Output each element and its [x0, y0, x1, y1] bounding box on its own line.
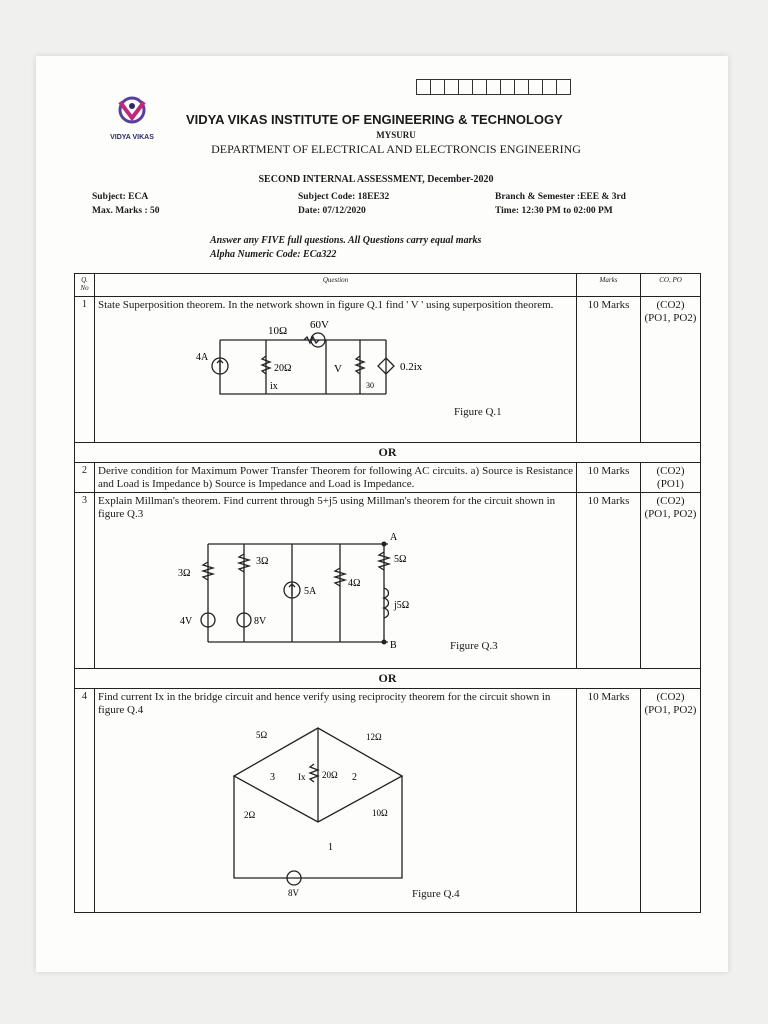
q1-src-label: 4A [196, 351, 209, 363]
subject-code: Subject Code: 18EE32 [298, 192, 390, 202]
q1-r3-label: 30 [366, 380, 374, 390]
header-marks: Marks [577, 274, 641, 297]
q1-dep-label: 0.2ix [400, 360, 423, 373]
q3-r2-label: 3Ω [256, 556, 269, 567]
question-text: State Superposition theorem. In the network shown in figure Q.1 find ' V ' using superposition theorem. [98, 299, 554, 311]
q3-r3-label: 4Ω [348, 578, 361, 589]
co-po: (CO2) (PO1, PO2) [641, 689, 701, 913]
figure-q3 [98, 520, 573, 662]
question-row [75, 689, 701, 913]
logo-text: VIDYA VIKAS [110, 134, 154, 141]
max-marks: Max. Marks : 50 [92, 206, 160, 216]
question-row [75, 463, 701, 493]
usn-entry-boxes [417, 79, 571, 95]
or-divider [75, 443, 701, 463]
q1-r2-label: 20Ω [274, 362, 292, 374]
q3-v2-label: 8V [254, 616, 267, 627]
q3-i1-label: 5A [304, 586, 317, 597]
or-label: OR [75, 443, 701, 463]
institute-name: VIDYA VIKAS INSTITUTE OF ENGINEERING & TECHNOLOGY [186, 112, 563, 127]
marks: 10 Marks [577, 463, 641, 493]
figure-q4 [98, 716, 573, 906]
header-co-po: CO, PO [641, 274, 701, 297]
exam-date: Date: 07/12/2020 [298, 206, 366, 216]
co-po: (CO2) (PO1, PO2) [641, 493, 701, 669]
or-label: OR [75, 669, 701, 689]
question-cell [95, 493, 577, 669]
q3-l-label: j5Ω [394, 600, 410, 611]
question-cell [95, 689, 577, 913]
question-text: Explain Millman's theorem. Find current through 5+j5 using Millman's theorem for the circuit shown in figure Q.3 [98, 495, 556, 520]
question-table [74, 273, 701, 913]
subject: Subject: ECA [92, 192, 149, 202]
marks: 10 Marks [577, 297, 641, 443]
q4-ix-label: Ix [298, 772, 306, 782]
figure-caption: Figure Q.1 [454, 405, 502, 418]
question-text: Derive condition for Maximum Power Transfer Theorem for following AC circuits. a) Source is Resistance and Load is Impedance b) Source is Impedance and Load is Impedance. [95, 463, 577, 493]
co-po: (CO2) (PO1) [641, 463, 701, 493]
question-cell [95, 297, 577, 443]
question-number: 4 [75, 689, 95, 913]
question-row [75, 297, 701, 443]
header-question: Question [95, 274, 577, 297]
q1-ix-label: ix [270, 380, 278, 392]
q4-mesh2: 2 [352, 772, 357, 783]
q3-v1-label: 4V [180, 616, 193, 627]
marks: 10 Marks [577, 493, 641, 669]
q3-r1-label: 3Ω [178, 568, 191, 579]
marks: 10 Marks [577, 689, 641, 913]
circuit-q4-diagram [208, 718, 508, 898]
department-name: DEPARTMENT OF ELECTRICAL AND ELECTRONCIS ENGINEERING [211, 142, 581, 156]
q4-r1-label: 5Ω [256, 730, 268, 740]
q4-v-label: 8V [288, 888, 299, 898]
co-po: (CO2) (PO1, PO2) [641, 297, 701, 443]
question-number: 2 [75, 463, 95, 493]
q4-mesh1: 1 [328, 842, 333, 853]
q4-r4-label: 2Ω [244, 810, 256, 820]
circuit-q3-diagram [168, 524, 428, 650]
assessment-title: SECOND INTERNAL ASSESSMENT, December-2020 [258, 174, 494, 185]
or-divider [75, 669, 701, 689]
q3-node-a: A [390, 532, 398, 543]
branch-semester: Branch & Semester :EEE & 3rd [495, 192, 626, 202]
table-header-row [75, 274, 701, 297]
question-text: Find current Ix in the bridge circuit and hence verify using reciprocity theorem for the circuit shown in figure Q.4 [98, 691, 551, 716]
q1-v1-label: 60V [310, 318, 329, 331]
alpha-numeric-code: Alpha Numeric Code: ECa322 [210, 249, 337, 260]
q1-v-label: V [334, 362, 342, 375]
q4-mesh3: 3 [270, 772, 275, 783]
header-qno: Q. No [75, 274, 95, 297]
question-number: 3 [75, 493, 95, 669]
q4-r3-label: 20Ω [322, 770, 338, 780]
q3-node-b: B [390, 640, 397, 650]
q4-r5-label: 10Ω [372, 808, 388, 818]
q4-r2-label: 12Ω [366, 732, 382, 742]
figure-q1 [98, 312, 573, 422]
institute-city: MYSURU [376, 130, 416, 140]
q1-r1-label: 10Ω [268, 324, 288, 337]
exam-time: Time: 12:30 PM to 02:00 PM [495, 206, 613, 216]
figure-caption: Figure Q.4 [412, 888, 460, 900]
instructions: Answer any FIVE full questions. All Questions carry equal marks [210, 235, 482, 246]
question-paper [36, 56, 728, 972]
question-number: 1 [75, 297, 95, 443]
question-row [75, 493, 701, 669]
circuit-q1-diagram [186, 316, 486, 400]
q3-r4-label: 5Ω [394, 554, 407, 565]
figure-caption: Figure Q.3 [450, 640, 498, 652]
